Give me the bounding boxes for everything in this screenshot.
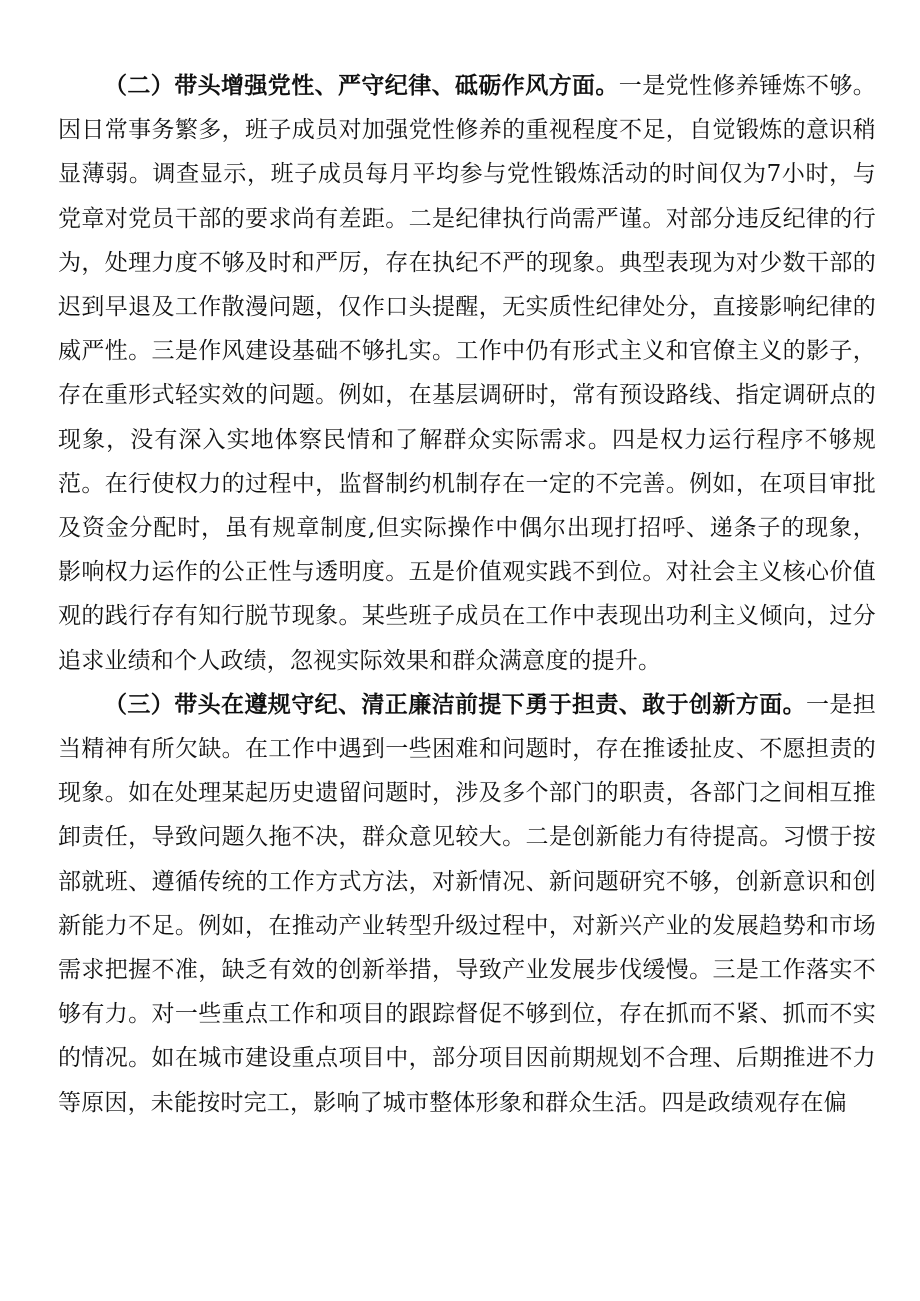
section-2-heading: （二）带头增强党性、严守纪律、砥砺作风方面。 (104, 73, 619, 99)
section-3-body: 一是担当精神有所欠缺。在工作中遇到一些困难和问题时，存在推诿扯皮、不愿担责的现象。如在处理某起历史遗留问题时，涉及多个部门的职责，各部门之间相互推卸责任，导致问题久拖不决，群众意见较大。二是创新能力有待提高。习惯于按部就班、遵循传统的工作方式方法，对新情况、新问题研究不够，创新意识和创新能力不足。例如，在推动产业转型升级过程中，对新兴产业的发展趋势和市场需求把握不准，缺乏有效的创新举措，导致产业发展步伐缓慢。三是工作落实不够有力。对一些重点工作和项目的跟踪督促不够到位，存在抓而不紧、抓而不实的情况。如在城市建设重点项目中，部分项目因前期规划不合理、后期推进不力等原因，未能按时完工，影响了城市整体形象和群众生活。四是政绩观存在偏 (58, 691, 876, 1116)
paragraph-section-3 (58, 683, 876, 1125)
document-page (58, 64, 876, 1125)
section-2-body: 一是党性修养锤炼不够。因日常事务繁多，班子成员对加强党性修养的重视程度不足，自觉锻炼的意识稍显薄弱。调查显示，班子成员每月平均参与党性锻炼活动的时间仅为7小时，与党章对党员干部的要求尚有差距。二是纪律执行尚需严谨。对部分违反纪律的行为，处理力度不够及时和严厉，存在执纪不严的现象。典型表现为对少数干部的迟到早退及工作散漫问题，仅作口头提醒，无实质性纪律处分，直接影响纪律的威严性。三是作风建设基础不够扎实。工作中仍有形式主义和官僚主义的影子，存在重形式轻实效的问题。例如，在基层调研时，常有预设路线、指定调研点的现象，没有深入实地体察民情和了解群众实际需求。四是权力运行程序不够规范。在行使权力的过程中，监督制约机制存在一定的不完善。例如，在项目审批及资金分配时，虽有规章制度,但实际操作中偶尔出现打招呼、递条子的现象，影响权力运作的公正性与透明度。五是价值观实践不到位。对社会主义核心价值观的践行存有知行脱节现象。某些班子成员在工作中表现出功利主义倾向，过分追求业绩和个人政绩，忽视实际效果和群众满意度的提升。 (58, 73, 876, 674)
section-3-heading: （三）带头在遵规守纪、清正廉洁前提下勇于担责、敢于创新方面。 (104, 691, 806, 718)
paragraph-section-2 (58, 64, 876, 683)
